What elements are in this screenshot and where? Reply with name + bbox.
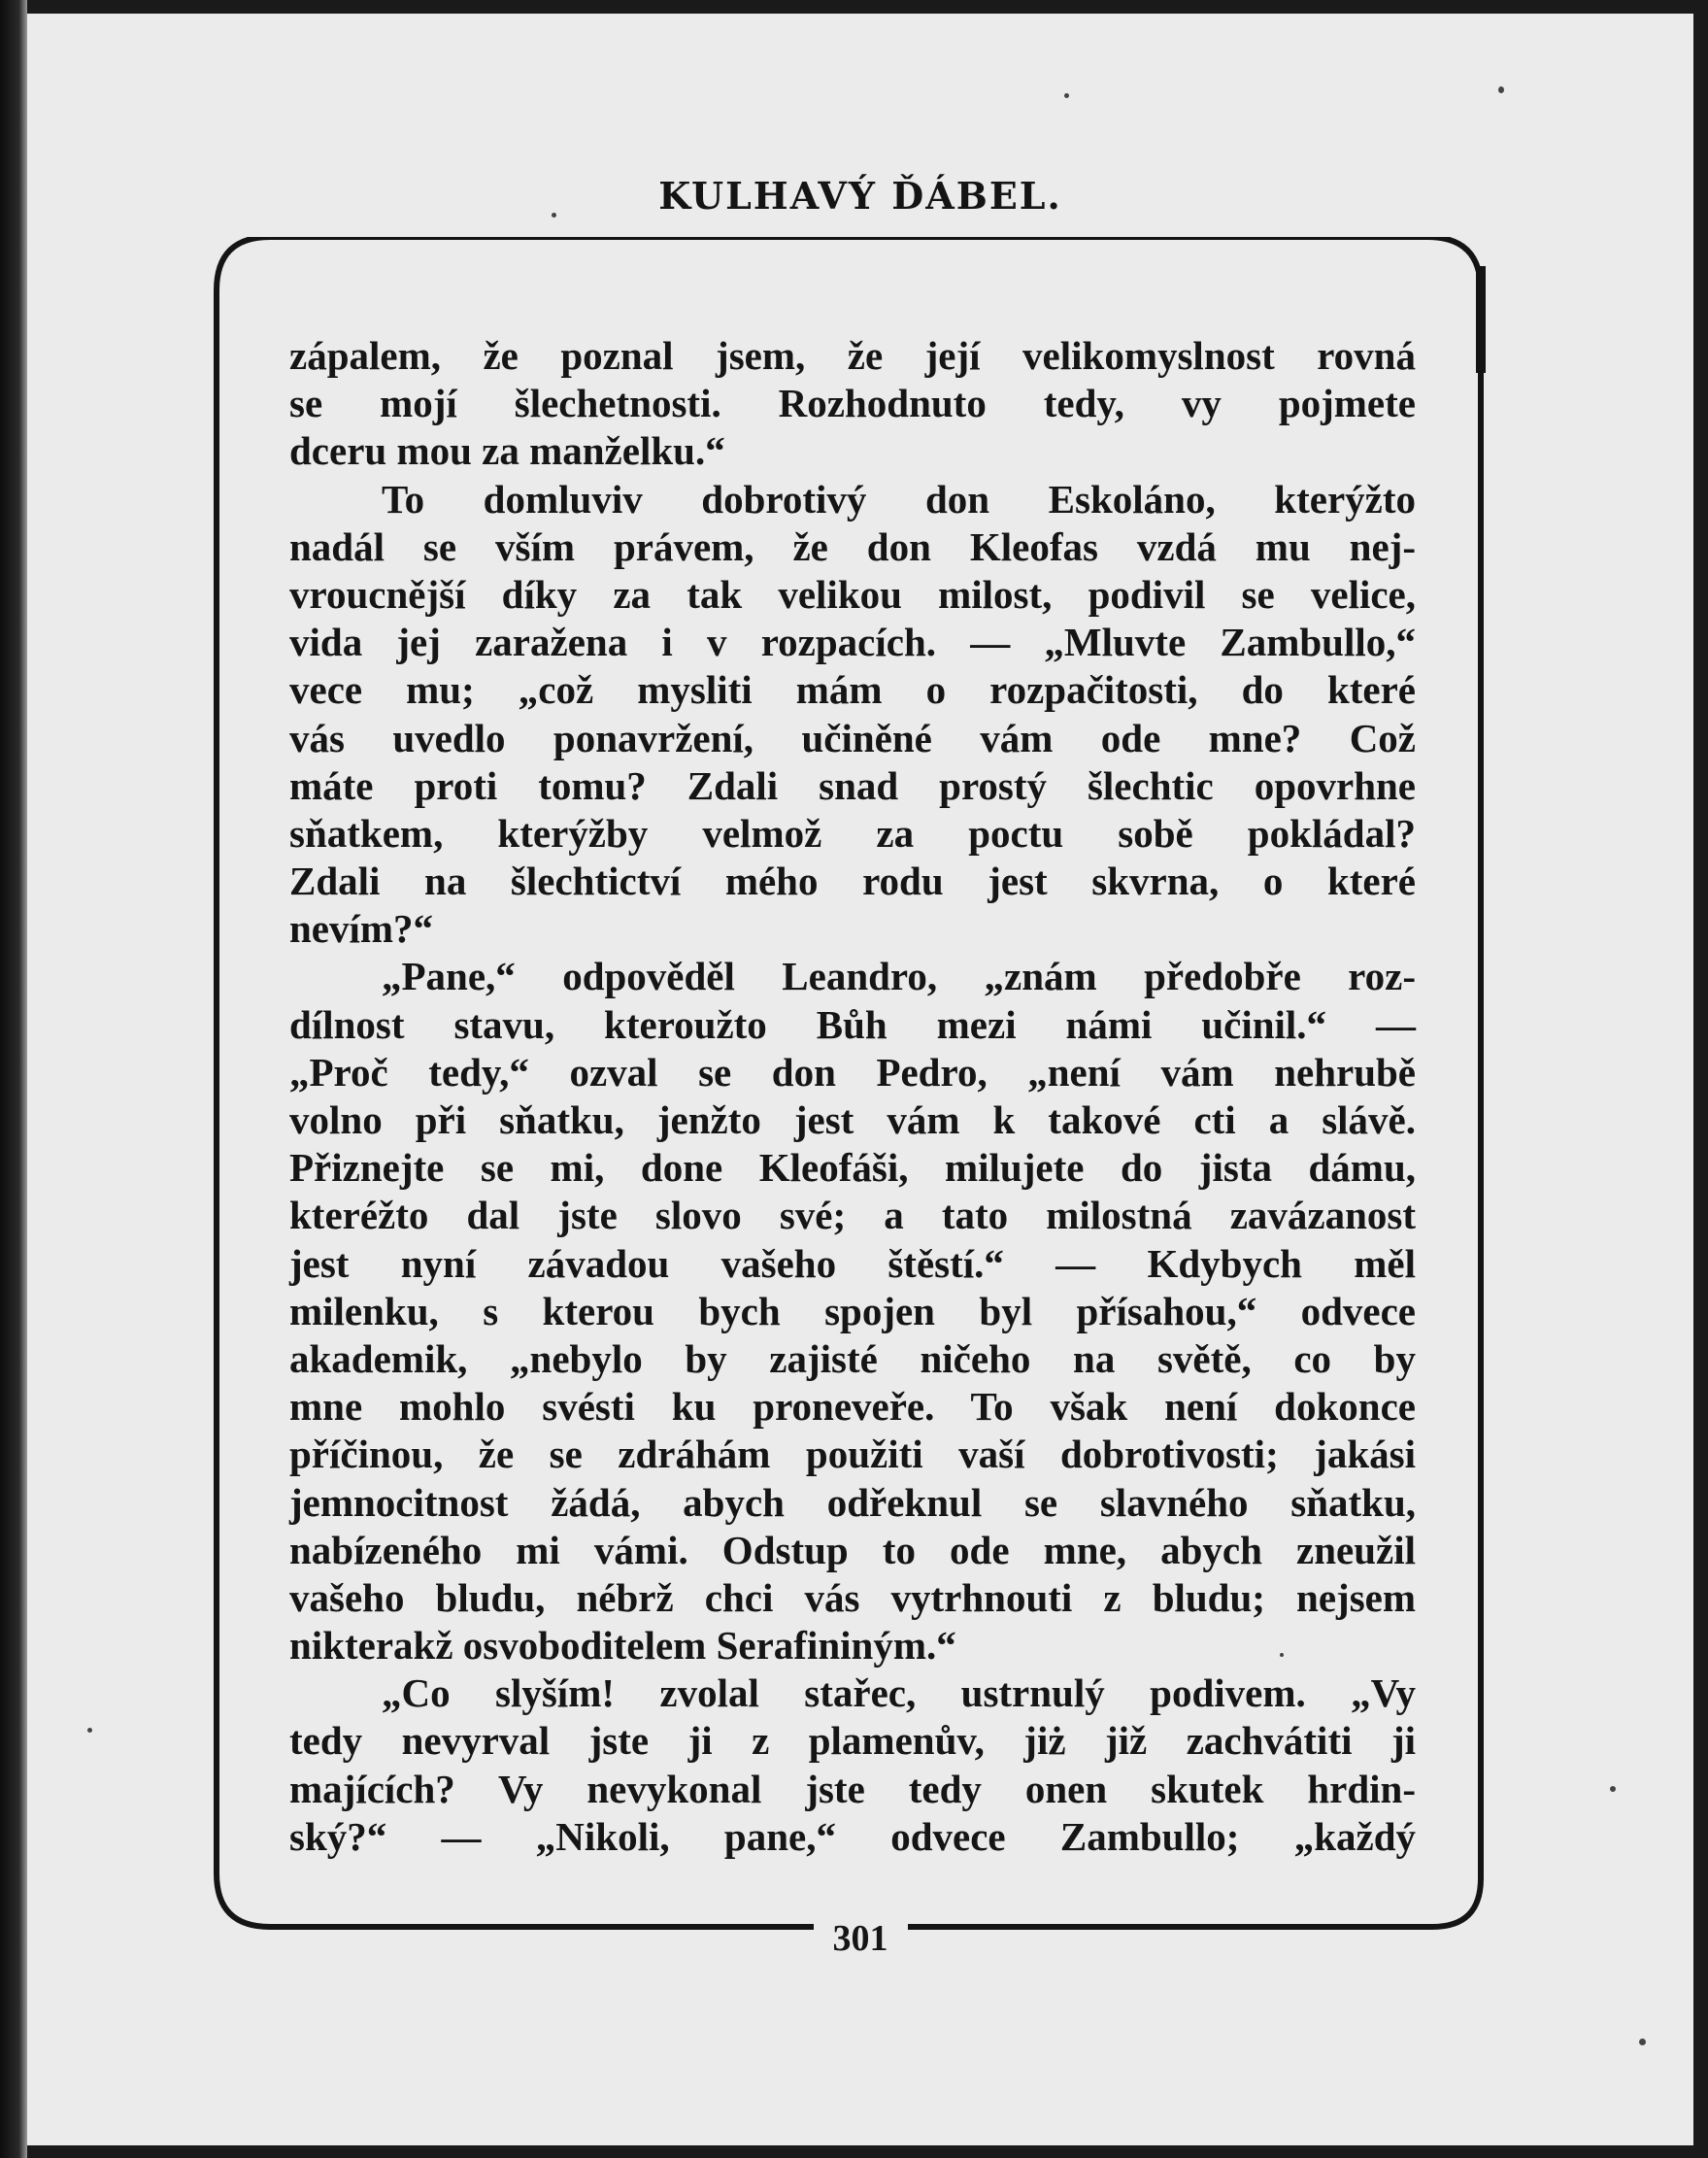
book-page (27, 14, 1693, 2145)
text-line: vás uvedlo ponavržení, učiněné vám ode mne? Což (289, 715, 1416, 760)
text-line: nadál se vším právem, že don Kleofas vzdá mu nej- (289, 523, 1416, 569)
text-line: zápalem, že poznal jsem, že její velikomyslnost rovná (289, 333, 1416, 378)
body-text (289, 332, 1416, 1861)
text-line: nabízeného mi vámi. Odstup to ode mne, abych zneužil (289, 1527, 1416, 1572)
paper-speck (87, 1728, 92, 1733)
text-line: nevím?“ (289, 906, 434, 952)
text-line: dílnost stavu, kteroužto Bůh mezi námi učinil.“ — (289, 1001, 1416, 1047)
text-line: sňatkem, kterýžby velmož za poctu sobě pokládal? (289, 810, 1416, 856)
text-line: vašeho bludu, nébrž chci vás vytrhnouti z bludu; nejsem (289, 1574, 1416, 1620)
text-line: mne mohlo svésti ku proneveře. To však není dokonce (289, 1384, 1416, 1430)
text-line: „Pane,“ odpověděl Leandro, „znám předobře roz- (382, 954, 1416, 999)
text-line: akademik, „nebylo by zajisté ničeho na světě, co by (289, 1335, 1416, 1381)
scan-edge (0, 0, 27, 2158)
text-line: Přiznejte se mi, done Kleofáši, milujete do jista dámu, (289, 1145, 1416, 1191)
text-line: volno při sňatku, jenžto jest vám k takové cti a slávě. (289, 1097, 1416, 1142)
paper-speck (1498, 86, 1504, 93)
text-line: vroucnější díky za tak velikou milost, podivil se velice, (289, 571, 1416, 617)
paper-speck (1610, 1786, 1616, 1792)
text-line: máte proti tomu? Zdali snad prostý šlechtic opovrhne (289, 762, 1416, 808)
text-line: To domluviv dobrotivý don Eskoláno, kterýžto (382, 476, 1416, 522)
page-number (27, 1917, 1693, 1960)
text-line: jest nyní závadou vašeho štěstí.“ — Kdybych měl (289, 1240, 1416, 1286)
paper-speck (1064, 93, 1069, 98)
text-line: „Co slyším! zvolal stařec, ustrnulý podivem. „Vy (382, 1670, 1416, 1716)
text-line: příčinou, že se zdráhám použiti vaší dobrotivosti; jakási (289, 1432, 1416, 1477)
text-line: se mojí šlechetnosti. Rozhodnuto tedy, vy pojmete (289, 381, 1416, 426)
paper-speck (1280, 1653, 1284, 1657)
text-line: vece mu; „což mysliti mám o rozpačitosti, do které (289, 667, 1416, 713)
text-line: milenku, s kterou bych spojen byl přísahou,“ odvece (289, 1288, 1416, 1333)
text-line: kteréžto dal jste slovo své; a tato milostná zavázanost (289, 1193, 1416, 1238)
text-line: nikterakž osvoboditelem Serafininým.“ (289, 1623, 956, 1669)
text-line: Zdali na šlechtictví mého rodu jest skvrna, o které (289, 859, 1416, 904)
text-line: jemnocitnost žádá, abych odřeknul se slavného sňatku, (289, 1479, 1416, 1525)
text-line: vida jej zaraženа i v rozpacích. — „Mluvte Zambullo,“ (289, 620, 1416, 665)
text-line: tedy nevyrval jste ji z plamenův, jiż již zachvátiti ji (289, 1718, 1416, 1764)
text-line: dceru mou za manželku.“ (289, 428, 725, 474)
text-line: majících? Vy nevykonal jste tedy onen skutek hrdin- (289, 1766, 1416, 1811)
text-line: „Proč tedy,“ ozval se don Pedro, „není vám nehrubě (289, 1049, 1416, 1095)
running-title: KULHAVÝ ĎÁBEL. (658, 174, 1062, 218)
page-number-text: 301 (814, 1918, 908, 1959)
paper-speck (1639, 2039, 1646, 2045)
text-line: ský?“ — „Nikoli, pane,“ odvece Zambullo; „každý (289, 1813, 1416, 1859)
paper-speck (552, 213, 556, 218)
